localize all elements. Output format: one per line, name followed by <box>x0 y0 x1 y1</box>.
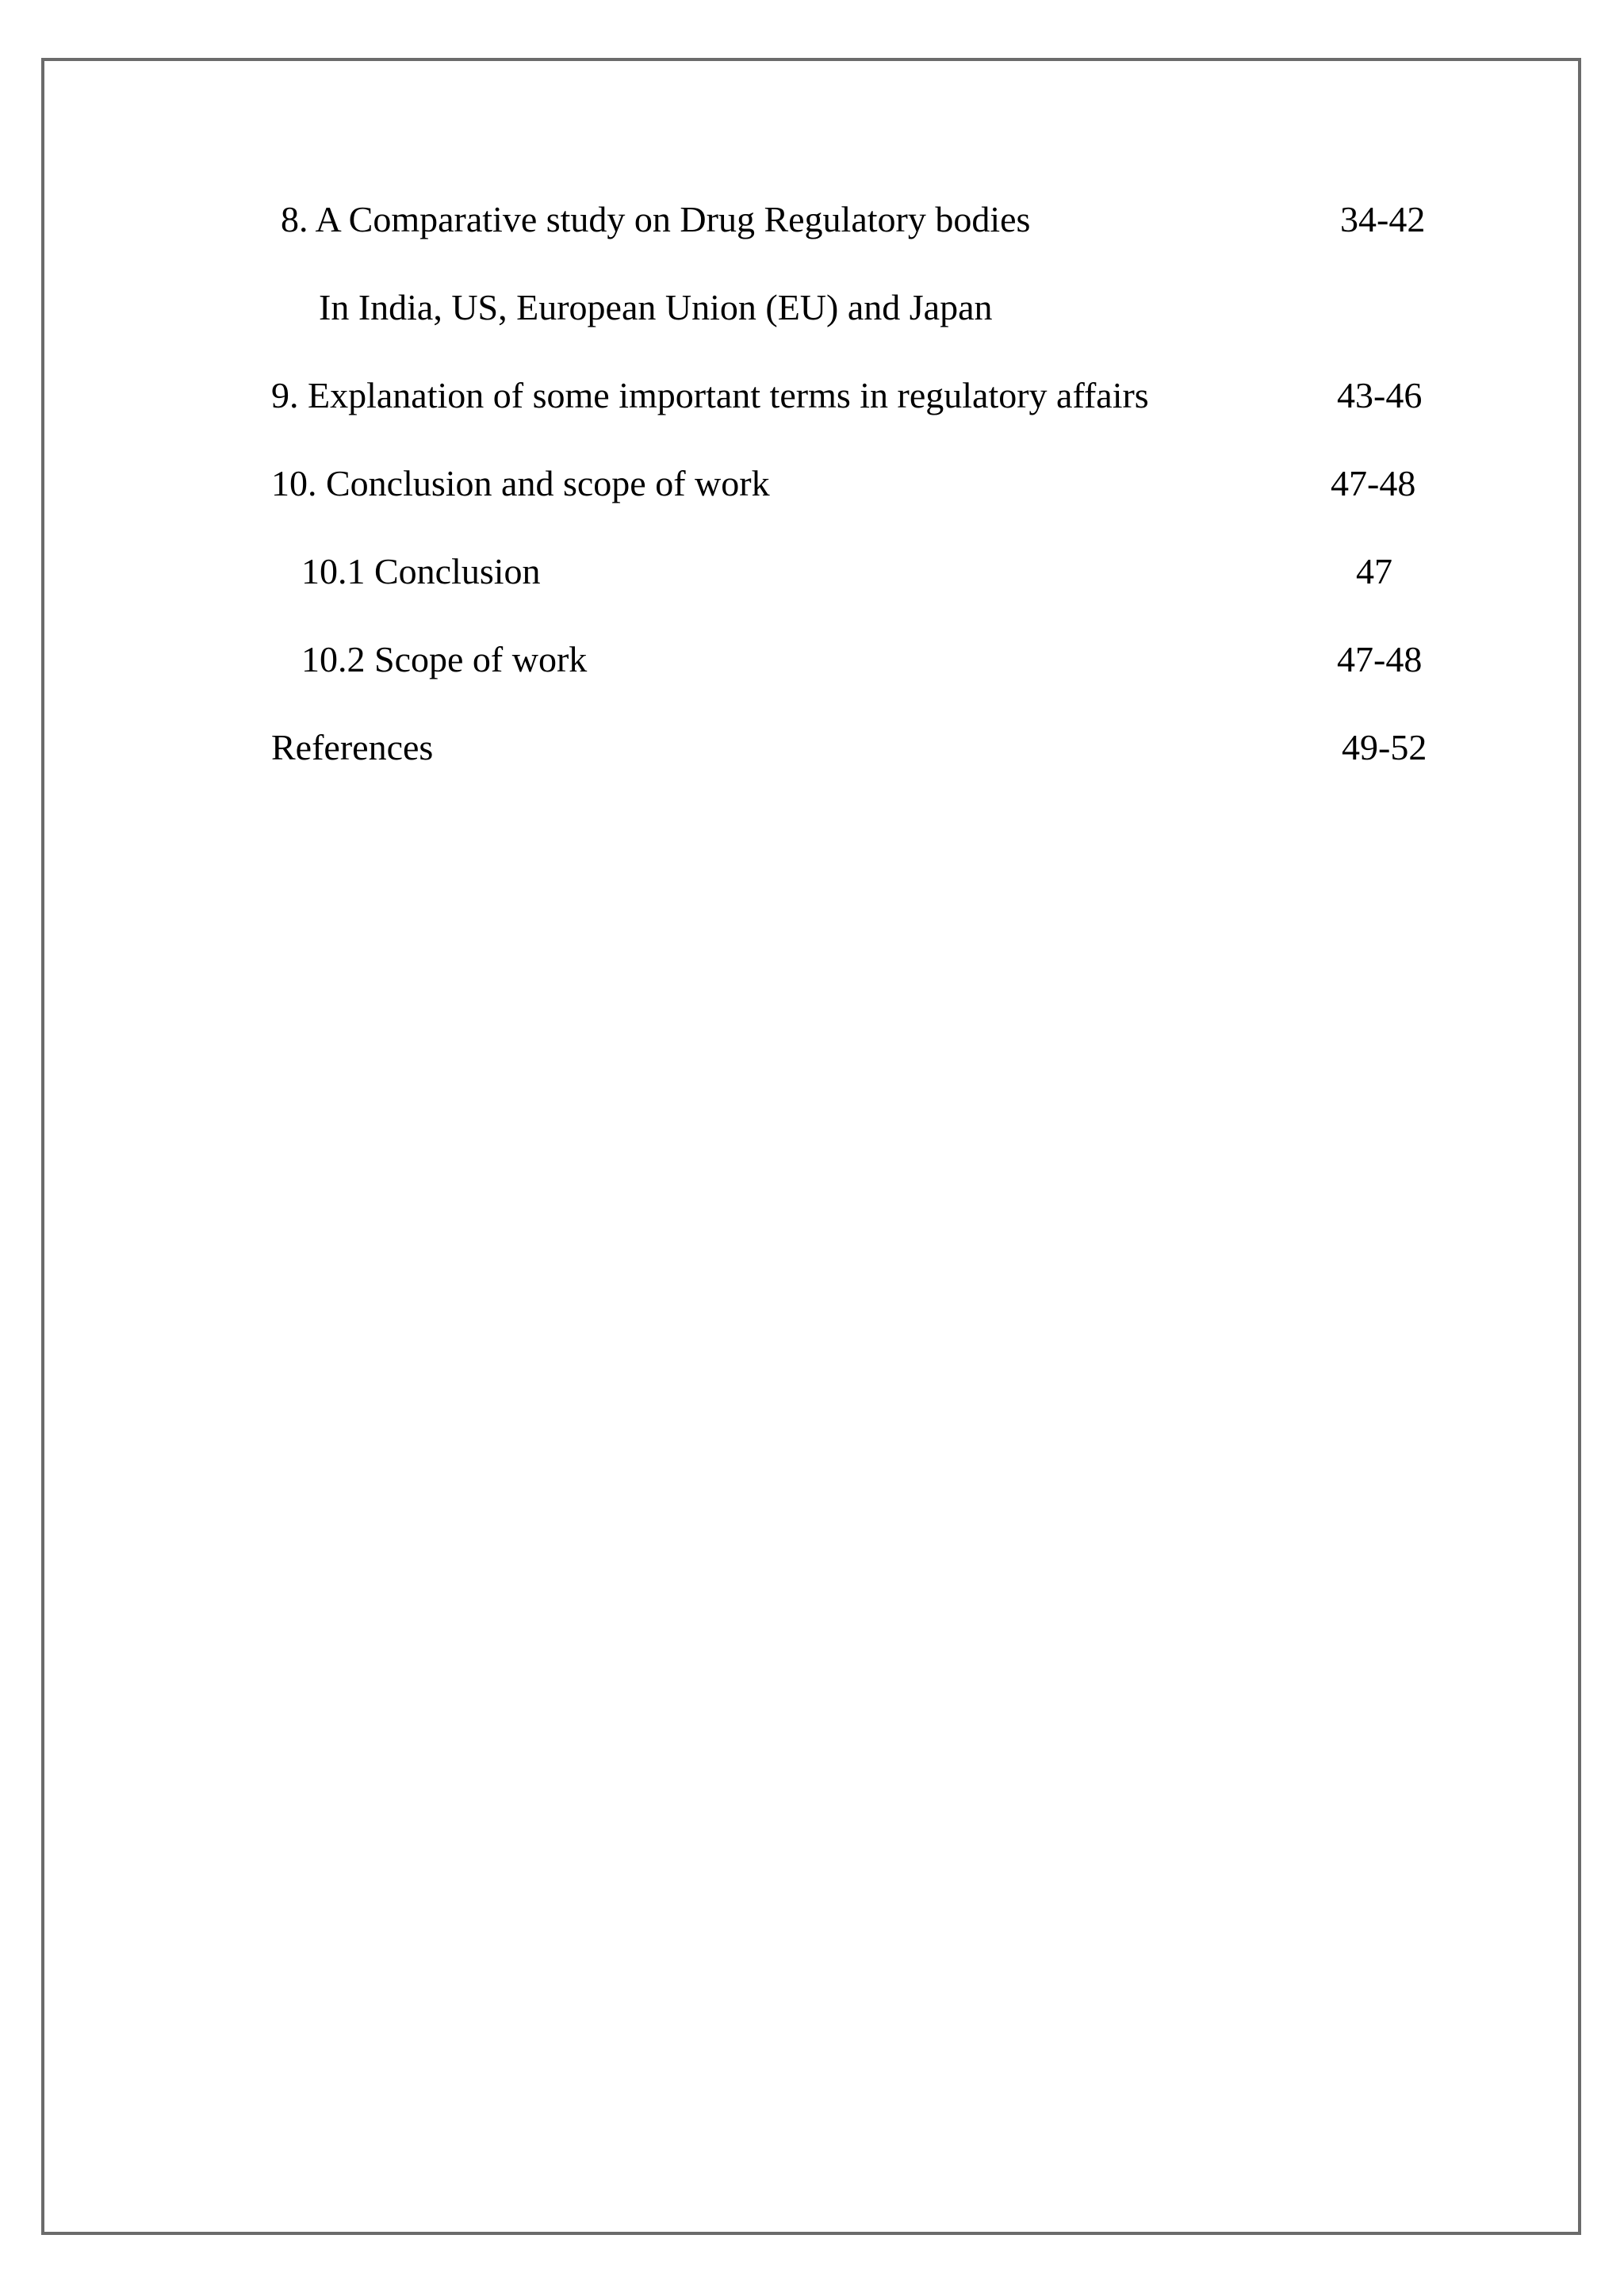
toc-entry-pages: 47 <box>1356 551 1392 591</box>
toc-entry-title: 10.1 Conclusion <box>301 551 541 591</box>
toc-entry-pages: 34-42 <box>1340 199 1426 239</box>
toc-entry-title: 10.2 Scope of work <box>301 639 588 679</box>
toc-entry-pages: 43-46 <box>1337 375 1423 415</box>
toc-entry-title: References <box>271 727 434 767</box>
toc-entry-title: In India, US, European Union (EU) and Japan <box>319 287 993 327</box>
toc-entry-pages: 47-48 <box>1331 463 1416 503</box>
toc-entry-pages: 49-52 <box>1342 727 1427 767</box>
toc-entry-title: 8. A Comparative study on Drug Regulatory bodies <box>281 199 1031 239</box>
toc-entry-title: 9. Explanation of some important terms in regulatory affairs <box>271 375 1149 415</box>
toc-entry-pages: 47-48 <box>1337 639 1423 679</box>
toc-entry-title: 10. Conclusion and scope of work <box>271 463 770 503</box>
